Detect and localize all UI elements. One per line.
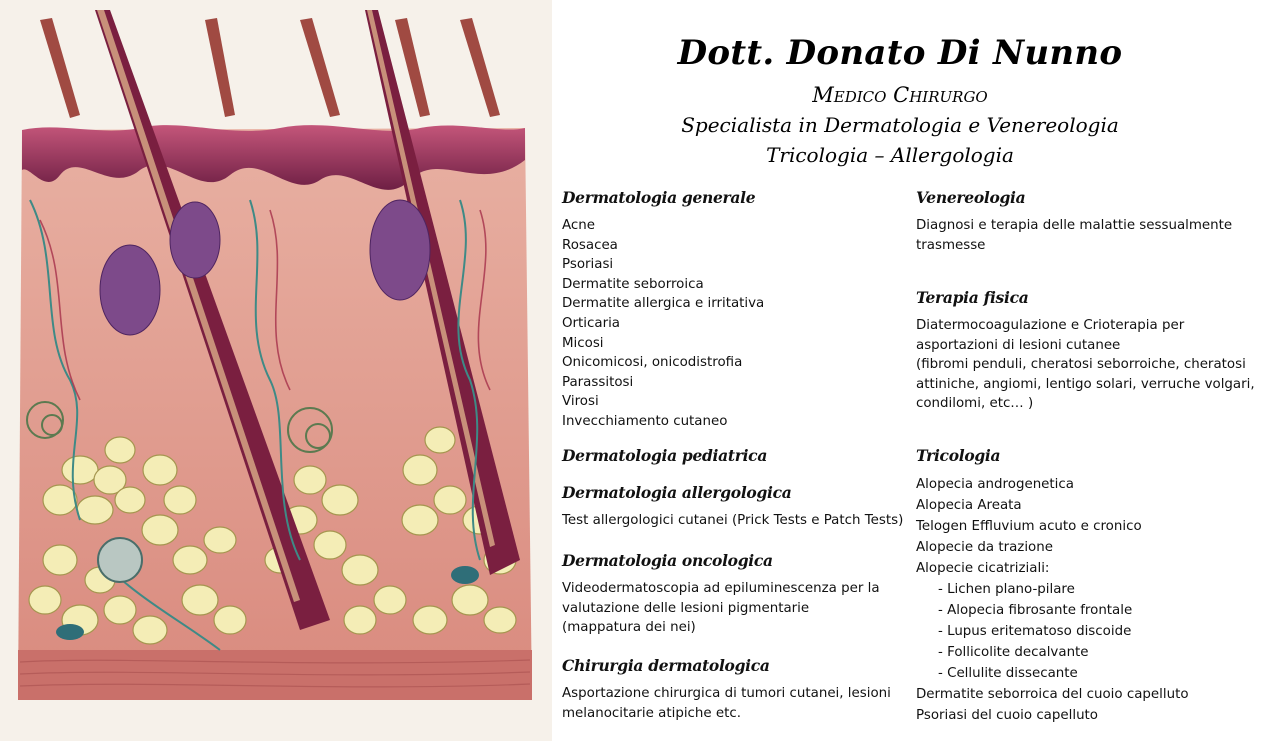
doctor-header	[560, 30, 1240, 170]
skin-cross-section-illustration	[0, 0, 552, 741]
sub-list-item: - Alopecia fibrosante frontale	[938, 603, 1133, 618]
text-line: trasmesse	[916, 237, 986, 253]
list-item: Rosacea	[562, 237, 618, 253]
list-item: Onicomicosi, onicodistrofia	[562, 355, 743, 371]
vessel-cross-section	[56, 624, 84, 640]
doctor-role: Medico Chirurgo	[812, 83, 988, 107]
nerve-bundle	[98, 538, 142, 582]
list-item: Psoriasi del cuoio capelluto	[916, 708, 1098, 723]
section-title: Chirurgia dermatologica	[562, 656, 770, 675]
section-title: Dermatologia allergologica	[562, 483, 792, 502]
sub-list-item: - Lichen plano-pilare	[938, 582, 1075, 597]
text-line: (mappatura dei nei)	[562, 620, 696, 636]
list-item: Acne	[562, 218, 596, 233]
section-tricologia	[916, 446, 1256, 726]
section-title: Tricologia	[916, 446, 1001, 465]
left-column	[562, 188, 907, 432]
list-item: Dermatite seborroica	[562, 276, 704, 292]
section-title: Dermatologia generale	[562, 188, 756, 207]
doctor-extra-specialties: Tricologia – Allergologia	[766, 143, 1014, 167]
list-item: Alopecia Areata	[916, 498, 1022, 513]
list-item: Alopecia androgenetica	[916, 477, 1074, 492]
muscle-layer	[18, 650, 532, 700]
vessel-cross-section	[451, 566, 479, 584]
text-line: asportazioni di lesioni cutanee	[916, 337, 1121, 353]
section-venereologia	[916, 188, 1256, 255]
text-line: (fibromi penduli, cheratosi seborroiche, cheratosi	[916, 357, 1246, 373]
section-dermatologia-oncologica	[562, 551, 907, 638]
section-dermatologia-allergologica	[562, 483, 907, 531]
text-line: Diatermocoagulazione e Crioterapia per	[916, 318, 1185, 333]
sub-list-item: - Lupus eritematoso discoide	[938, 624, 1132, 639]
section-title: Dermatologia oncologica	[562, 551, 773, 570]
list-item: Dermatite allergica e irritativa	[562, 296, 765, 312]
section-chirurgia-dermatologica	[562, 656, 907, 723]
section-title: Venereologia	[916, 188, 1026, 207]
section-dermatologia-pediatrica	[562, 446, 907, 474]
list-item: Orticaria	[562, 315, 621, 331]
sub-list-item: - Cellulite dissecante	[938, 666, 1078, 681]
list-item: Invecchiamento cutaneo	[562, 413, 728, 429]
section-title: Dermatologia pediatrica	[562, 446, 768, 465]
list-item: Virosi	[562, 394, 599, 410]
list-item: Parassitosi	[562, 374, 634, 390]
section-title: Terapia fisica	[916, 288, 1029, 307]
list-item: Psoriasi	[562, 257, 614, 273]
text-line: condilomi, etc… )	[916, 396, 1034, 412]
list-item: Telogen Effluvium acuto e cronico	[916, 519, 1142, 534]
list-item: Alopecie da trazione	[916, 540, 1053, 555]
section-terapia-fisica	[916, 288, 1256, 414]
doctor-specialty: Specialista in Dermatologia e Venereologia	[681, 113, 1119, 137]
doctor-name: Dott. Donato Di Nunno	[677, 33, 1123, 73]
text-line: Videodermatoscopia ad epiluminescenza per la	[562, 581, 880, 596]
list-item: Dermatite seborroica del cuoio capelluto	[916, 687, 1189, 702]
list-item: Alopecie cicatriziali:	[916, 561, 1050, 576]
section-text: Test allergologici cutanei (Prick Tests e Patch Tests)	[562, 513, 904, 528]
text-line: attiniche, angiomi, lentigo solari, verruche volgari,	[916, 376, 1255, 392]
text-line: melanocitarie atipiche etc.	[562, 705, 741, 721]
text-line: Asportazione chirurgica di tumori cutanei, lesioni	[562, 686, 891, 701]
skin-illustration-svg	[0, 0, 552, 741]
list-item: Micosi	[562, 335, 604, 351]
section-dermatologia-generale	[562, 188, 907, 432]
sub-list-item: - Follicolite decalvante	[938, 645, 1089, 660]
text-line: valutazione delle lesioni pigmentarie	[562, 600, 810, 616]
text-line: Diagnosi e terapia delle malattie sessualmente	[916, 218, 1233, 233]
